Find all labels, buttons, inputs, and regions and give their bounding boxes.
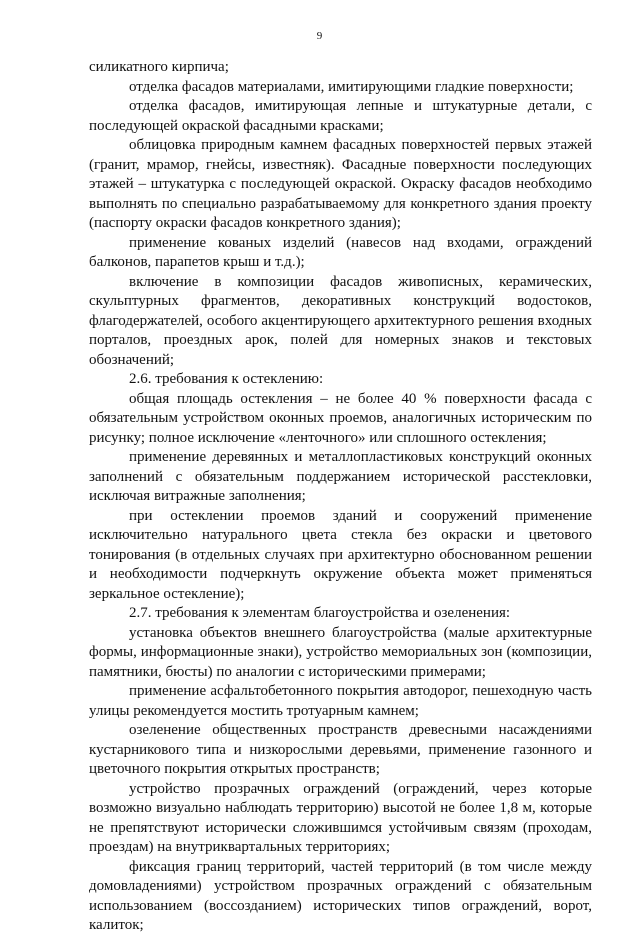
paragraph: облицовка природным камнем фасадных поверхностей первых этажей (гранит, мрамор, гнейсы, известняк). Фасадные поверхности последующих этажей – штукатурка с последующей окраской. Окраску фасадов необходимо выполнять по специально разрабатываемому для конкретного здания проекту (паспорту окраски фасадов конкретного здания); [89,137,592,231]
paragraph: применение асфальтобетонного покрытия автодорог, пешеходную часть улицы рекомендуется мостить тротуарным камнем; [89,683,592,719]
paragraph: применение кованых изделий (навесов над входами, ограждений балконов, парапетов крыш и т.д.); [89,234,592,270]
paragraph: отделка фасадов материалами, имитирующими гладкие поверхности; [129,78,574,95]
paragraph: применение деревянных и металлопластиковых конструкций оконных заполнений с обязательным поддержанием исторической расстекловки, исключая витражные заполнения; [89,449,592,504]
paragraph: устройство прозрачных ограждений (ограждений, через которые возможно визуально наблюдать территорию) высотой не более 1,8 м, которые не препятствуют исторически сложившимся устойчивым связям (проходам, проездам) на внутриквартальных территориях; [89,780,592,855]
section-heading-2-7: 2.7. требования к элементам благоустройства и озеленения: [129,605,511,621]
paragraph-continuation: силикатного кирпича; [89,59,229,75]
paragraph: общая площадь остекления – не более 40 % поверхности фасада с обязательным устройством оконных проемов, аналогичных историческим по рисунку; полное исключение «ленточного» или сплошного остекления; [89,390,592,446]
paragraph: установка объектов внешнего благоустройства (малые архитектурные формы, информационные знаки), устройство мемориальных зон (композиции, памятники, бюсты) по аналогии с историческими примерами; [89,624,592,680]
page-number: 9 [316,30,323,42]
paragraph: отделка фасадов, имитирующая лепные и штукатурные детали, с последующей окраской фасадными красками; [89,98,592,134]
document-body [89,58,592,936]
paragraph: фиксация границ территорий, частей территорий (в том числе между домовладениями) устройством прозрачных ограждений с обязательным использованием (воссозданием) исторических типов ограждений, ворот, калиток; [89,858,592,933]
paragraph: озеленение общественных пространств древесными насаждениями кустарникового типа и низкорослыми деревьями, применение газонного и цветочного покрытия открытых пространств; [89,722,592,777]
paragraph: включение в композиции фасадов живописных, керамических, скульптурных фрагментов, декоративных конструкций водостоков, флагодержателей, особого акцентирующего архитектурного решения входных порталов, проездных арок, полей для номерных знаков и текстовых обозначений; [89,273,592,368]
section-heading-2-6: 2.6. требования к остеклению: [129,371,324,387]
paragraph: при остеклении проемов зданий и сооружений применение исключительно натурального цвета стекла без окраски и цветового тонирования (в отдельных случаях при архитектурно обоснованном решении и необходимости подчеркнуть окружение объекта может применяться зеркальное остекление); [89,507,592,602]
